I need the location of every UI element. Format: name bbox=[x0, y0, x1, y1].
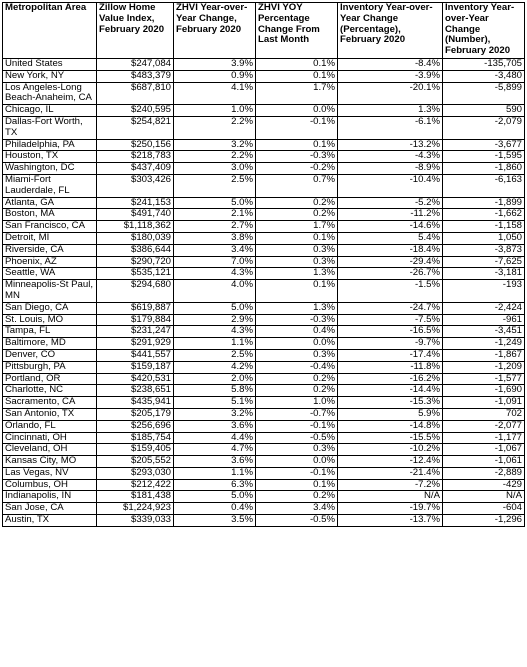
cell-zhvi-yoy: 1.1% bbox=[174, 338, 256, 350]
cell-zhvi-mom: -0.1% bbox=[256, 420, 338, 432]
cell-zhvi-yoy: 2.5% bbox=[174, 349, 256, 361]
table-row bbox=[3, 151, 525, 163]
cell-inventory-pct: 5.9% bbox=[338, 408, 443, 420]
cell-zhvi-mom: -0.3% bbox=[256, 314, 338, 326]
cell-inventory-num: N/A bbox=[443, 491, 525, 503]
header-row bbox=[3, 3, 525, 59]
cell-inventory-num: -1,061 bbox=[443, 456, 525, 468]
cell-metro: Tampa, FL bbox=[3, 326, 97, 338]
cell-zhvi-mom: 0.2% bbox=[256, 385, 338, 397]
cell-metro: United States bbox=[3, 59, 97, 71]
cell-metro: Washington, DC bbox=[3, 163, 97, 175]
cell-zhvi-mom: 0.7% bbox=[256, 174, 338, 197]
cell-zhvi: $491,740 bbox=[97, 209, 174, 221]
table-row bbox=[3, 116, 525, 139]
cell-metro: Los Angeles-Long Beach-Anaheim, CA bbox=[3, 82, 97, 105]
cell-zhvi-mom: 0.1% bbox=[256, 280, 338, 303]
cell-zhvi-yoy: 5.8% bbox=[174, 385, 256, 397]
cell-inventory-pct: -5.2% bbox=[338, 197, 443, 209]
cell-inventory-num: -961 bbox=[443, 314, 525, 326]
cell-zhvi-mom: 0.1% bbox=[256, 70, 338, 82]
cell-zhvi-mom: 1.7% bbox=[256, 82, 338, 105]
cell-zhvi: $240,595 bbox=[97, 105, 174, 117]
cell-inventory-num: -1,091 bbox=[443, 397, 525, 409]
cell-metro: Pittsburgh, PA bbox=[3, 361, 97, 373]
cell-metro: Dallas-Fort Worth, TX bbox=[3, 116, 97, 139]
cell-metro: St. Louis, MO bbox=[3, 314, 97, 326]
cell-metro: New York, NY bbox=[3, 70, 97, 82]
cell-zhvi-mom: 0.1% bbox=[256, 479, 338, 491]
table-row bbox=[3, 232, 525, 244]
cell-zhvi: $303,426 bbox=[97, 174, 174, 197]
cell-inventory-num: -1,296 bbox=[443, 515, 525, 527]
cell-metro: Orlando, FL bbox=[3, 420, 97, 432]
cell-inventory-pct: -13.7% bbox=[338, 515, 443, 527]
cell-zhvi: $181,438 bbox=[97, 491, 174, 503]
cell-inventory-pct: -10.4% bbox=[338, 174, 443, 197]
table-row bbox=[3, 408, 525, 420]
cell-zhvi: $1,118,362 bbox=[97, 221, 174, 233]
cell-zhvi-mom: 0.2% bbox=[256, 373, 338, 385]
cell-inventory-num: -2,079 bbox=[443, 116, 525, 139]
cell-zhvi-mom: -0.5% bbox=[256, 432, 338, 444]
cell-zhvi-yoy: 3.2% bbox=[174, 139, 256, 151]
cell-zhvi-yoy: 3.6% bbox=[174, 456, 256, 468]
cell-zhvi-mom: -0.7% bbox=[256, 408, 338, 420]
header-inventory-pct: Inventory Year-over-Year Change (Percentage), February 2020 bbox=[338, 3, 443, 59]
cell-inventory-num: -1,899 bbox=[443, 197, 525, 209]
cell-inventory-num: -135,705 bbox=[443, 59, 525, 71]
cell-inventory-num: -429 bbox=[443, 479, 525, 491]
header-zhvi: Zillow Home Value Index, February 2020 bbox=[97, 3, 174, 59]
cell-inventory-num: -3,677 bbox=[443, 139, 525, 151]
cell-inventory-pct: 5.4% bbox=[338, 232, 443, 244]
table-row bbox=[3, 432, 525, 444]
cell-zhvi: $231,247 bbox=[97, 326, 174, 338]
cell-inventory-num: -1,690 bbox=[443, 385, 525, 397]
table-row bbox=[3, 515, 525, 527]
cell-zhvi-yoy: 0.4% bbox=[174, 503, 256, 515]
table-row bbox=[3, 163, 525, 175]
cell-metro: Detroit, MI bbox=[3, 232, 97, 244]
table-row bbox=[3, 82, 525, 105]
cell-inventory-num: -7,625 bbox=[443, 256, 525, 268]
cell-zhvi-yoy: 3.2% bbox=[174, 408, 256, 420]
cell-inventory-pct: -19.7% bbox=[338, 503, 443, 515]
table-row bbox=[3, 479, 525, 491]
cell-metro: Minneapolis-St Paul, MN bbox=[3, 280, 97, 303]
cell-zhvi-yoy: 4.3% bbox=[174, 326, 256, 338]
cell-zhvi-mom: 0.3% bbox=[256, 244, 338, 256]
table-row bbox=[3, 244, 525, 256]
cell-zhvi-mom: 1.0% bbox=[256, 397, 338, 409]
cell-inventory-num: -193 bbox=[443, 280, 525, 303]
cell-zhvi: $159,187 bbox=[97, 361, 174, 373]
cell-zhvi: $441,557 bbox=[97, 349, 174, 361]
cell-inventory-num: -3,480 bbox=[443, 70, 525, 82]
cell-inventory-pct: -18.4% bbox=[338, 244, 443, 256]
cell-zhvi: $205,552 bbox=[97, 456, 174, 468]
header-inventory-num: Inventory Year-over-Year Change (Number), February 2020 bbox=[443, 3, 525, 59]
header-zhvi-mom: ZHVI YOY Percentage Change From Last Month bbox=[256, 3, 338, 59]
cell-zhvi: $159,405 bbox=[97, 444, 174, 456]
cell-metro: Miami-Fort Lauderdale, FL bbox=[3, 174, 97, 197]
cell-zhvi-mom: 0.2% bbox=[256, 491, 338, 503]
table-row bbox=[3, 314, 525, 326]
cell-zhvi-yoy: 1.0% bbox=[174, 105, 256, 117]
cell-zhvi-yoy: 5.0% bbox=[174, 491, 256, 503]
table-row bbox=[3, 280, 525, 303]
cell-zhvi-mom: 1.3% bbox=[256, 268, 338, 280]
cell-zhvi-yoy: 2.5% bbox=[174, 174, 256, 197]
cell-inventory-num: -3,451 bbox=[443, 326, 525, 338]
cell-zhvi-mom: 0.0% bbox=[256, 105, 338, 117]
cell-zhvi: $205,179 bbox=[97, 408, 174, 420]
cell-inventory-pct: -8.9% bbox=[338, 163, 443, 175]
cell-inventory-pct: -8.4% bbox=[338, 59, 443, 71]
cell-metro: Boston, MA bbox=[3, 209, 97, 221]
cell-zhvi-yoy: 3.5% bbox=[174, 515, 256, 527]
cell-metro: Seattle, WA bbox=[3, 268, 97, 280]
table-row bbox=[3, 361, 525, 373]
cell-zhvi-yoy: 2.7% bbox=[174, 221, 256, 233]
cell-inventory-num: 1,050 bbox=[443, 232, 525, 244]
table-row bbox=[3, 197, 525, 209]
cell-zhvi: $185,754 bbox=[97, 432, 174, 444]
cell-zhvi-yoy: 4.2% bbox=[174, 361, 256, 373]
cell-zhvi-yoy: 4.0% bbox=[174, 280, 256, 303]
cell-inventory-pct: -14.4% bbox=[338, 385, 443, 397]
cell-zhvi: $619,887 bbox=[97, 302, 174, 314]
cell-zhvi: $218,783 bbox=[97, 151, 174, 163]
cell-zhvi-mom: -0.4% bbox=[256, 361, 338, 373]
cell-zhvi-yoy: 4.1% bbox=[174, 82, 256, 105]
table-row bbox=[3, 444, 525, 456]
cell-zhvi: $437,409 bbox=[97, 163, 174, 175]
cell-inventory-pct: -26.7% bbox=[338, 268, 443, 280]
cell-metro: Denver, CO bbox=[3, 349, 97, 361]
header-metro: Metropolitan Area bbox=[3, 3, 97, 59]
cell-inventory-pct: -3.9% bbox=[338, 70, 443, 82]
cell-metro: Cincinnati, OH bbox=[3, 432, 97, 444]
table-row bbox=[3, 174, 525, 197]
cell-inventory-pct: -10.2% bbox=[338, 444, 443, 456]
table-row bbox=[3, 467, 525, 479]
cell-zhvi: $339,033 bbox=[97, 515, 174, 527]
cell-inventory-num: -2,424 bbox=[443, 302, 525, 314]
cell-metro: Indianapolis, IN bbox=[3, 491, 97, 503]
cell-zhvi-yoy: 4.3% bbox=[174, 268, 256, 280]
cell-metro: San Jose, CA bbox=[3, 503, 97, 515]
cell-inventory-num: -1,177 bbox=[443, 432, 525, 444]
cell-metro: Austin, TX bbox=[3, 515, 97, 527]
cell-metro: Philadelphia, PA bbox=[3, 139, 97, 151]
cell-inventory-pct: -7.5% bbox=[338, 314, 443, 326]
header-zhvi-yoy: ZHVI Year-over-Year Change, February 2020 bbox=[174, 3, 256, 59]
cell-zhvi-mom: 0.4% bbox=[256, 326, 338, 338]
cell-metro: Phoenix, AZ bbox=[3, 256, 97, 268]
cell-zhvi-mom: 0.2% bbox=[256, 209, 338, 221]
cell-metro: Chicago, IL bbox=[3, 105, 97, 117]
cell-inventory-num: -3,181 bbox=[443, 268, 525, 280]
cell-inventory-pct: -21.4% bbox=[338, 467, 443, 479]
cell-inventory-pct: -16.2% bbox=[338, 373, 443, 385]
cell-zhvi-mom: 0.3% bbox=[256, 444, 338, 456]
cell-inventory-pct: -24.7% bbox=[338, 302, 443, 314]
cell-zhvi-mom: 1.7% bbox=[256, 221, 338, 233]
cell-zhvi-yoy: 3.0% bbox=[174, 163, 256, 175]
cell-metro: San Antonio, TX bbox=[3, 408, 97, 420]
table-row bbox=[3, 326, 525, 338]
table-row bbox=[3, 139, 525, 151]
cell-metro: Charlotte, NC bbox=[3, 385, 97, 397]
table-row bbox=[3, 209, 525, 221]
cell-zhvi-mom: -0.2% bbox=[256, 163, 338, 175]
cell-zhvi-yoy: 2.9% bbox=[174, 314, 256, 326]
cell-zhvi-mom: 0.3% bbox=[256, 256, 338, 268]
cell-zhvi-yoy: 5.0% bbox=[174, 302, 256, 314]
table-row bbox=[3, 491, 525, 503]
cell-zhvi: $241,153 bbox=[97, 197, 174, 209]
cell-zhvi: $294,680 bbox=[97, 280, 174, 303]
cell-inventory-num: -1,867 bbox=[443, 349, 525, 361]
table-row bbox=[3, 503, 525, 515]
cell-zhvi-yoy: 6.3% bbox=[174, 479, 256, 491]
cell-zhvi-yoy: 4.4% bbox=[174, 432, 256, 444]
cell-inventory-pct: -15.5% bbox=[338, 432, 443, 444]
table-row bbox=[3, 105, 525, 117]
cell-inventory-pct: -1.5% bbox=[338, 280, 443, 303]
cell-zhvi: $1,224,923 bbox=[97, 503, 174, 515]
cell-zhvi-mom: 0.3% bbox=[256, 349, 338, 361]
cell-inventory-num: -2,889 bbox=[443, 467, 525, 479]
cell-zhvi: $420,531 bbox=[97, 373, 174, 385]
cell-inventory-pct: -7.2% bbox=[338, 479, 443, 491]
table-row bbox=[3, 385, 525, 397]
cell-inventory-num: 590 bbox=[443, 105, 525, 117]
cell-zhvi: $212,422 bbox=[97, 479, 174, 491]
cell-zhvi: $290,720 bbox=[97, 256, 174, 268]
table-row bbox=[3, 338, 525, 350]
cell-zhvi: $386,644 bbox=[97, 244, 174, 256]
cell-inventory-pct: -13.2% bbox=[338, 139, 443, 151]
cell-inventory-pct: -14.8% bbox=[338, 420, 443, 432]
table-row bbox=[3, 420, 525, 432]
cell-zhvi: $238,651 bbox=[97, 385, 174, 397]
cell-inventory-pct: -17.4% bbox=[338, 349, 443, 361]
cell-zhvi-mom: -0.1% bbox=[256, 467, 338, 479]
cell-inventory-pct: -9.7% bbox=[338, 338, 443, 350]
cell-inventory-num: -1,158 bbox=[443, 221, 525, 233]
cell-metro: Atlanta, GA bbox=[3, 197, 97, 209]
cell-inventory-num: -1,249 bbox=[443, 338, 525, 350]
cell-inventory-num: -6,163 bbox=[443, 174, 525, 197]
cell-inventory-num: -1,595 bbox=[443, 151, 525, 163]
cell-zhvi-yoy: 2.0% bbox=[174, 373, 256, 385]
cell-zhvi: $179,884 bbox=[97, 314, 174, 326]
cell-zhvi-mom: 1.3% bbox=[256, 302, 338, 314]
cell-zhvi-mom: -0.5% bbox=[256, 515, 338, 527]
cell-inventory-pct: -12.4% bbox=[338, 456, 443, 468]
cell-zhvi: $247,084 bbox=[97, 59, 174, 71]
cell-metro: Sacramento, CA bbox=[3, 397, 97, 409]
cell-metro: San Diego, CA bbox=[3, 302, 97, 314]
table-row bbox=[3, 256, 525, 268]
cell-zhvi-yoy: 7.0% bbox=[174, 256, 256, 268]
cell-inventory-pct: -29.4% bbox=[338, 256, 443, 268]
cell-zhvi-yoy: 3.6% bbox=[174, 420, 256, 432]
cell-zhvi-mom: 0.1% bbox=[256, 59, 338, 71]
cell-metro: San Francisco, CA bbox=[3, 221, 97, 233]
table-row bbox=[3, 59, 525, 71]
table-row bbox=[3, 397, 525, 409]
cell-metro: Las Vegas, NV bbox=[3, 467, 97, 479]
cell-metro: Houston, TX bbox=[3, 151, 97, 163]
table-row bbox=[3, 70, 525, 82]
cell-zhvi: $483,379 bbox=[97, 70, 174, 82]
cell-inventory-pct: -16.5% bbox=[338, 326, 443, 338]
cell-zhvi-yoy: 2.2% bbox=[174, 116, 256, 139]
cell-zhvi-yoy: 3.4% bbox=[174, 244, 256, 256]
cell-metro: Riverside, CA bbox=[3, 244, 97, 256]
cell-inventory-pct: -6.1% bbox=[338, 116, 443, 139]
cell-zhvi: $293,030 bbox=[97, 467, 174, 479]
cell-zhvi-yoy: 5.1% bbox=[174, 397, 256, 409]
cell-inventory-pct: 1.3% bbox=[338, 105, 443, 117]
cell-zhvi-yoy: 2.1% bbox=[174, 209, 256, 221]
cell-inventory-pct: -15.3% bbox=[338, 397, 443, 409]
cell-zhvi: $291,929 bbox=[97, 338, 174, 350]
cell-metro: Cleveland, OH bbox=[3, 444, 97, 456]
cell-inventory-num: -2,077 bbox=[443, 420, 525, 432]
cell-zhvi: $254,821 bbox=[97, 116, 174, 139]
cell-zhvi-mom: 0.1% bbox=[256, 232, 338, 244]
cell-metro: Columbus, OH bbox=[3, 479, 97, 491]
cell-metro: Kansas City, MO bbox=[3, 456, 97, 468]
cell-inventory-pct: -11.8% bbox=[338, 361, 443, 373]
cell-zhvi-yoy: 2.2% bbox=[174, 151, 256, 163]
cell-inventory-num: -1,577 bbox=[443, 373, 525, 385]
cell-zhvi-mom: 3.4% bbox=[256, 503, 338, 515]
cell-inventory-pct: N/A bbox=[338, 491, 443, 503]
cell-zhvi-yoy: 4.7% bbox=[174, 444, 256, 456]
cell-inventory-num: -5,899 bbox=[443, 82, 525, 105]
cell-zhvi-yoy: 3.9% bbox=[174, 59, 256, 71]
cell-metro: Portland, OR bbox=[3, 373, 97, 385]
table-row bbox=[3, 349, 525, 361]
cell-inventory-num: -604 bbox=[443, 503, 525, 515]
table-row bbox=[3, 373, 525, 385]
cell-zhvi-yoy: 1.1% bbox=[174, 467, 256, 479]
cell-inventory-pct: -11.2% bbox=[338, 209, 443, 221]
table-row bbox=[3, 268, 525, 280]
cell-zhvi-yoy: 3.8% bbox=[174, 232, 256, 244]
cell-inventory-num: -3,873 bbox=[443, 244, 525, 256]
table-row bbox=[3, 221, 525, 233]
cell-inventory-num: 702 bbox=[443, 408, 525, 420]
cell-zhvi-yoy: 5.0% bbox=[174, 197, 256, 209]
cell-zhvi-yoy: 0.9% bbox=[174, 70, 256, 82]
cell-zhvi-mom: 0.2% bbox=[256, 197, 338, 209]
cell-inventory-num: -1,662 bbox=[443, 209, 525, 221]
cell-zhvi-mom: -0.1% bbox=[256, 116, 338, 139]
cell-inventory-pct: -14.6% bbox=[338, 221, 443, 233]
cell-inventory-pct: -20.1% bbox=[338, 82, 443, 105]
table-body bbox=[3, 59, 525, 527]
cell-zhvi-mom: 0.1% bbox=[256, 139, 338, 151]
cell-zhvi: $687,810 bbox=[97, 82, 174, 105]
cell-zhvi-mom: 0.0% bbox=[256, 338, 338, 350]
cell-zhvi-mom: -0.3% bbox=[256, 151, 338, 163]
cell-inventory-num: -1,067 bbox=[443, 444, 525, 456]
table-row bbox=[3, 302, 525, 314]
cell-metro: Baltimore, MD bbox=[3, 338, 97, 350]
cell-zhvi: $435,941 bbox=[97, 397, 174, 409]
cell-zhvi: $535,121 bbox=[97, 268, 174, 280]
cell-zhvi: $256,696 bbox=[97, 420, 174, 432]
cell-zhvi: $180,039 bbox=[97, 232, 174, 244]
table-row bbox=[3, 456, 525, 468]
cell-inventory-pct: -4.3% bbox=[338, 151, 443, 163]
cell-inventory-num: -1,209 bbox=[443, 361, 525, 373]
home-value-table bbox=[2, 2, 525, 527]
cell-inventory-num: -1,860 bbox=[443, 163, 525, 175]
cell-zhvi-mom: 0.0% bbox=[256, 456, 338, 468]
cell-zhvi: $250,156 bbox=[97, 139, 174, 151]
